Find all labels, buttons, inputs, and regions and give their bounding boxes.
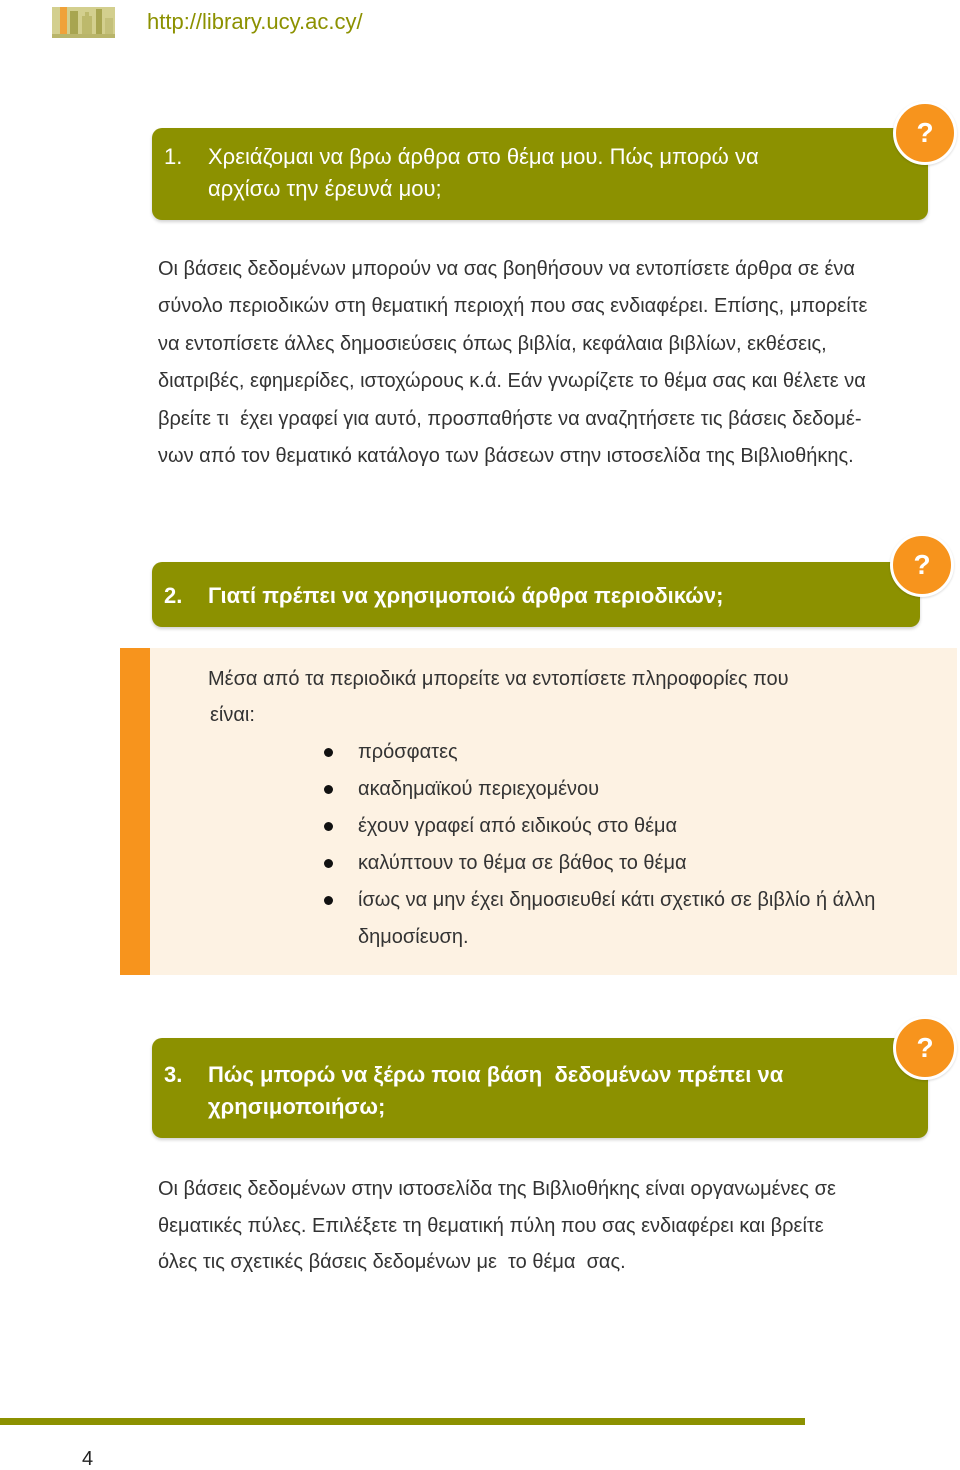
bullet-text-line: ακαδημαϊκού περιεχομένου	[358, 778, 600, 801]
bullet-dot-icon	[324, 896, 333, 905]
footer-rule	[0, 1418, 805, 1425]
callout-panel	[120, 648, 957, 975]
section-number: 3.	[164, 1062, 183, 1087]
section-title	[208, 1059, 888, 1123]
body-text-line: να εντοπίσετε άλλες δημοσιεύσεις όπως βιβλία, κεφάλαια βιβλίων, εκθέσεις,	[158, 332, 827, 355]
body-text-line: διατριβές, εφημερίδες, ιστοχώρους κ.ά. Εάν γνωρίζετε το θέμα σας και θέλετε να	[158, 370, 866, 393]
body-text-line: όλες τις σχετικές βάσεις δεδομένων με το θέμα σας.	[158, 1251, 626, 1274]
bullet-dot-icon	[324, 822, 333, 831]
body-text-line: βρείτε τι έχει γραφεί για αυτό, προσπαθήστε να αναζητήσετε τις βάσεις δεδομέ-	[158, 407, 862, 430]
bullet-item	[120, 882, 957, 956]
section-title-line: Χρειάζομαι να βρω άρθρα στο θέμα μου. Πώς μπορώ να	[208, 144, 759, 169]
body-text-line: Οι βάσεις δεδομένων στην ιστοσελίδα της Βιβλιοθήκης είναι οργανωμένες σε	[158, 1178, 836, 1200]
bullet-item	[120, 734, 957, 771]
bullet-item	[120, 808, 957, 845]
section-1-heading	[152, 128, 928, 220]
badge-symbol: ?	[916, 1032, 934, 1063]
callout-intro-line: Μέσα από τα περιοδικά μπορείτε να εντοπίσετε πληροφορίες που	[208, 667, 789, 690]
section-title-line: Πώς μπορώ να ξέρω ποια βάση δεδομένων πρέπει να	[208, 1062, 784, 1087]
badge-symbol: ?	[913, 549, 931, 580]
library-logo	[52, 7, 115, 38]
bullet-dot-icon	[324, 785, 333, 794]
section-3-body	[158, 1171, 953, 1281]
bullet-text-line: πρόσφατες	[358, 741, 458, 764]
section-number: 1.	[164, 144, 183, 169]
section-title-line: χρησιμοποιήσω;	[208, 1094, 386, 1119]
question-badge-icon	[893, 101, 957, 165]
question-badge-icon	[893, 1016, 957, 1080]
section-title-line: αρχίσω την έρευνά μου;	[208, 176, 442, 201]
question-badge-icon	[890, 533, 954, 597]
section-title-line: Γιατί πρέπει να χρησιμοποιώ άρθρα περιοδικών;	[208, 583, 724, 608]
badge-symbol: ?	[916, 117, 934, 148]
bullet-text-line: έχουν γραφεί από ειδικούς στο θέμα	[358, 815, 678, 838]
section-3-heading	[152, 1038, 928, 1138]
library-url: http://library.ucy.ac.cy/	[147, 9, 363, 34]
body-text-line: νων από τον θεματικό κατάλογο των βάσεων στην ιστοσελίδα της Βιβλιοθήκης.	[158, 444, 854, 467]
section-title	[208, 580, 888, 612]
section-title	[208, 141, 888, 205]
section-number: 2.	[164, 583, 183, 608]
bullet-item	[120, 845, 957, 882]
bullet-text-line: ίσως να μην έχει δημοσιευθεί κάτι σχετικό σε βιβλίο ή άλλη	[358, 888, 876, 911]
callout-content	[120, 661, 957, 956]
section-1-body	[158, 251, 953, 475]
body-text-line: θεματικές πύλες. Επιλέξετε τη θεματική πύλη που σας ενδιαφέρει και βρείτε	[158, 1214, 824, 1237]
body-text-line: σύνολο περιοδικών στη θεματική περιοχή που σας ενδιαφέρει. Επίσης, μπορείτε	[158, 295, 868, 318]
section-2-heading	[152, 562, 920, 627]
page-number: 4	[82, 1448, 94, 1470]
bullet-dot-icon	[324, 859, 333, 868]
bullet-item	[120, 771, 957, 808]
callout-intro-line: είναι:	[210, 704, 255, 727]
bullet-text-line: δημοσίευση.	[358, 925, 469, 948]
bullet-dot-icon	[324, 748, 333, 757]
body-text-line: Οι βάσεις δεδομένων μπορούν να σας βοηθήσουν να εντοπίσετε άρθρα σε ένα	[158, 258, 855, 280]
bullet-text-line: καλύπτουν το θέμα σε βάθος το θέμα	[358, 851, 687, 874]
